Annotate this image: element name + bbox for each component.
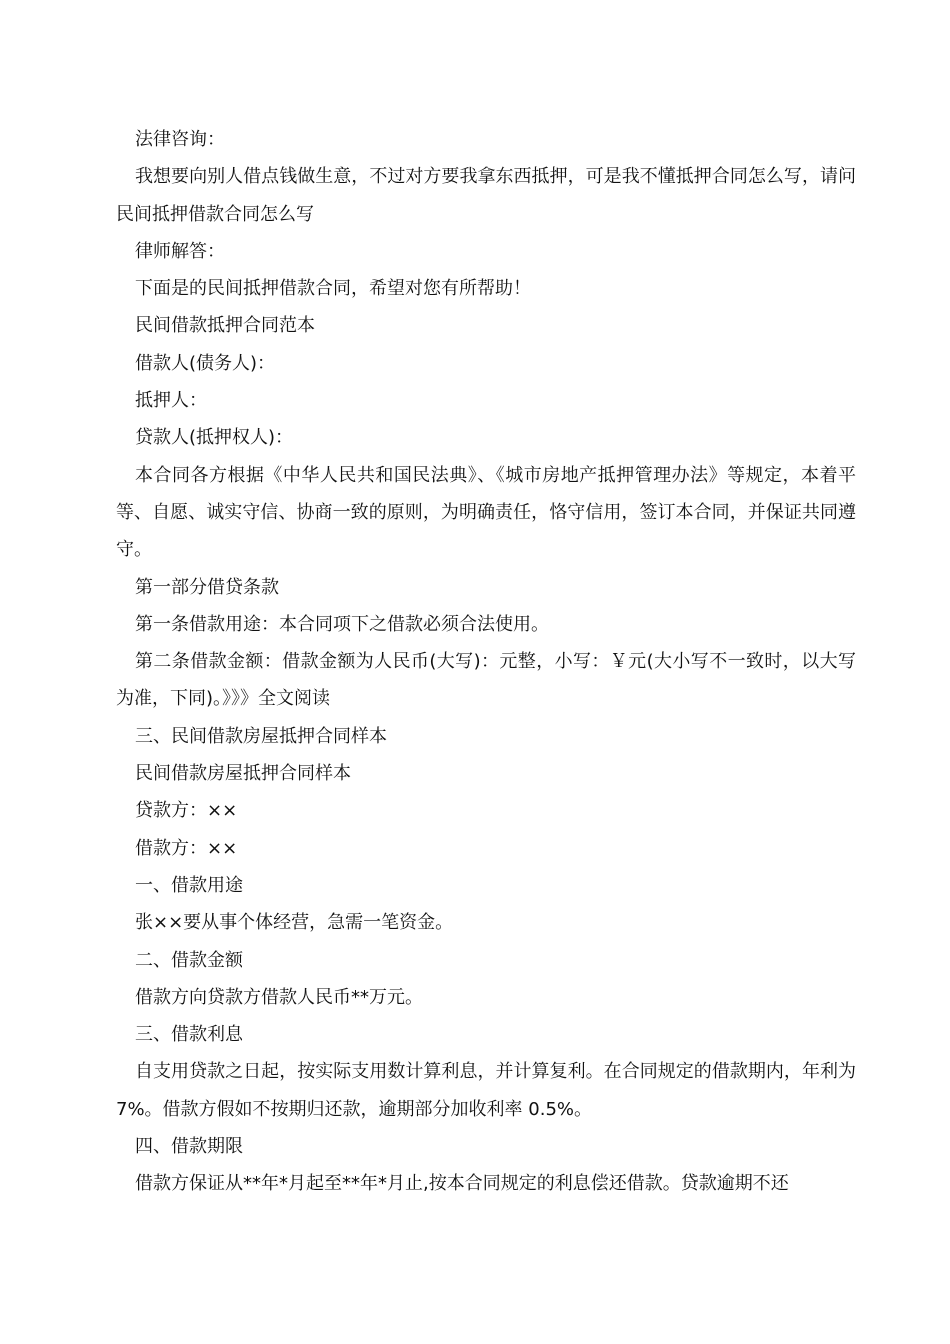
paragraph-loan-amount: 借款方向贷款方借款人民币**万元。: [135, 986, 423, 1008]
paragraph-loan-term: 借款方保证从**年*月起至**年*月止,按本合同规定的利息偿还借款。贷款逾期不还: [135, 1173, 789, 1195]
paragraph-contract-basis: 本合同各方根据《中华人民共和国民法典》、《城市房地产抵押管理办法》等规定，本着平等、自愿、诚实守信、协商一致的原则，为明确责任，恪守信用，签订本合同，并保证共同遵守。: [116, 464, 856, 561]
paragraph-part-one-heading: 第一部分借贷条款: [135, 576, 279, 598]
paragraph-legal-consultation-label: 法律咨询：: [135, 129, 225, 150]
paragraph-borrower-party: 借款方：××: [135, 837, 238, 859]
paragraph-loan-interest: 自支用贷款之日起，按实际支用数计算利息，并计算复利。在合同规定的借款期内，年利为 7%。借款方假如不按期归还款，逾期部分加收利率 0.5%。: [116, 1061, 856, 1120]
paragraph-lawyer-answer-label: 律师解答：: [135, 240, 225, 262]
paragraph-loan-amount-heading: 二、借款金额: [135, 949, 243, 971]
paragraph-question: 我想要向别人借点钱做生意，不过对方要我拿东西抵押，可是我不懂抵押合同怎么写，请问民间抵押借款合同怎么写: [116, 166, 856, 225]
paragraph-loan-purpose: 张××要从事个体经营，急需一笔资金。: [135, 912, 454, 934]
document-page: [116, 121, 856, 1203]
paragraph-house-contract-title: 民间借款房屋抵押合同样本: [135, 763, 351, 785]
paragraph-contract-template-title: 民间借款抵押合同范本: [135, 315, 315, 337]
paragraph-lender-field: 贷款人(抵押权人)：: [135, 427, 294, 449]
paragraph-borrower-field: 借款人(债务人)：: [135, 352, 276, 374]
paragraph-article-two: 第二条借款金额：借款金额为人民币(大写)：元整，小写：￥元(大小写不一致时，以大写为准，下同)。》》》全文阅读: [116, 651, 856, 710]
paragraph-section-three-heading: 三、民间借款房屋抵押合同样本: [135, 725, 387, 747]
paragraph-article-one: 第一条借款用途：本合同项下之借款必须合法使用。: [135, 613, 549, 635]
paragraph-mortgagor-field: 抵押人：: [135, 390, 207, 412]
paragraph-loan-purpose-heading: 一、借款用途: [135, 874, 243, 896]
paragraph-answer-intro: 下面是的民间抵押借款合同，希望对您有所帮助！: [135, 278, 531, 300]
paragraph-loan-term-heading: 四、借款期限: [135, 1136, 243, 1158]
paragraph-lender-party: 贷款方：××: [135, 800, 238, 822]
paragraph-loan-interest-heading: 三、借款利息: [135, 1024, 243, 1046]
